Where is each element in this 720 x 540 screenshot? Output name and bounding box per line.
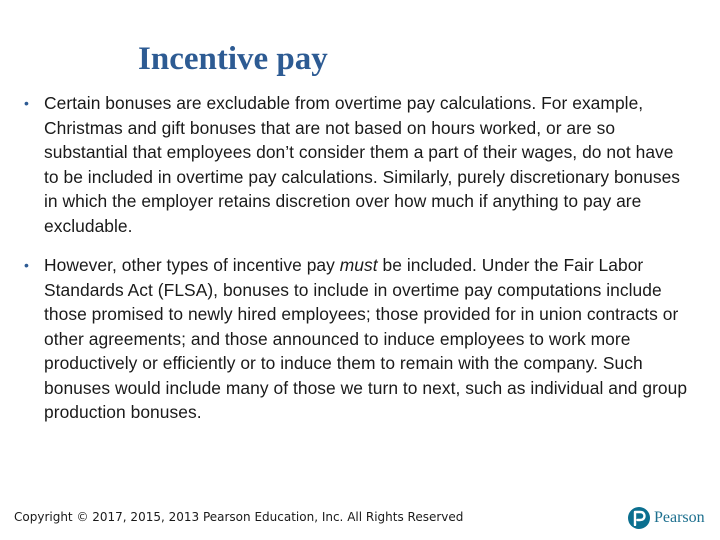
emphasis-text: must: [339, 255, 378, 275]
copyright-footer: Copyright © 2017, 2015, 2013 Pearson Education, Inc. All Rights Reserved: [14, 510, 464, 524]
pearson-logo: [628, 505, 705, 531]
bullet-text-rest: be included. Under the Fair Labor Standards Act (FLSA), bonuses to include in overtime pay computations include those promised to newly hired employees; those provided for in union contracts or other agreements; and those announced to induce employees to work more productively or efficiently or to induce them to remain with the company. Such bonuses would include many of those we turn to next, such as individual and group production bonuses.: [44, 255, 688, 422]
bullet-text: Certain bonuses are excludable from overtime pay calculations. For example, Christmas and gift bonuses that are not based on hours worked, or are so substantial that employees don’t consider them a part of their wages, do not have to be included in overtime pay calculations. Similarly, purely discretionary bonuses in which the employer retains discretion over how much if anything to pay are excludable.: [44, 93, 681, 236]
slide-title: Incentive pay: [138, 41, 328, 77]
brand-name: Pearson: [654, 509, 705, 526]
bullet-text: [44, 255, 687, 422]
bullet-item: [22, 91, 690, 238]
pearson-logo-icon: [628, 507, 650, 529]
bullet-text-lead: However, other types of incentive pay: [44, 255, 340, 275]
bullet-item: [22, 253, 690, 425]
bullet-list: [22, 91, 690, 425]
bullet-dot-icon: •: [24, 95, 29, 111]
bullet-dot-icon: •: [24, 257, 29, 273]
